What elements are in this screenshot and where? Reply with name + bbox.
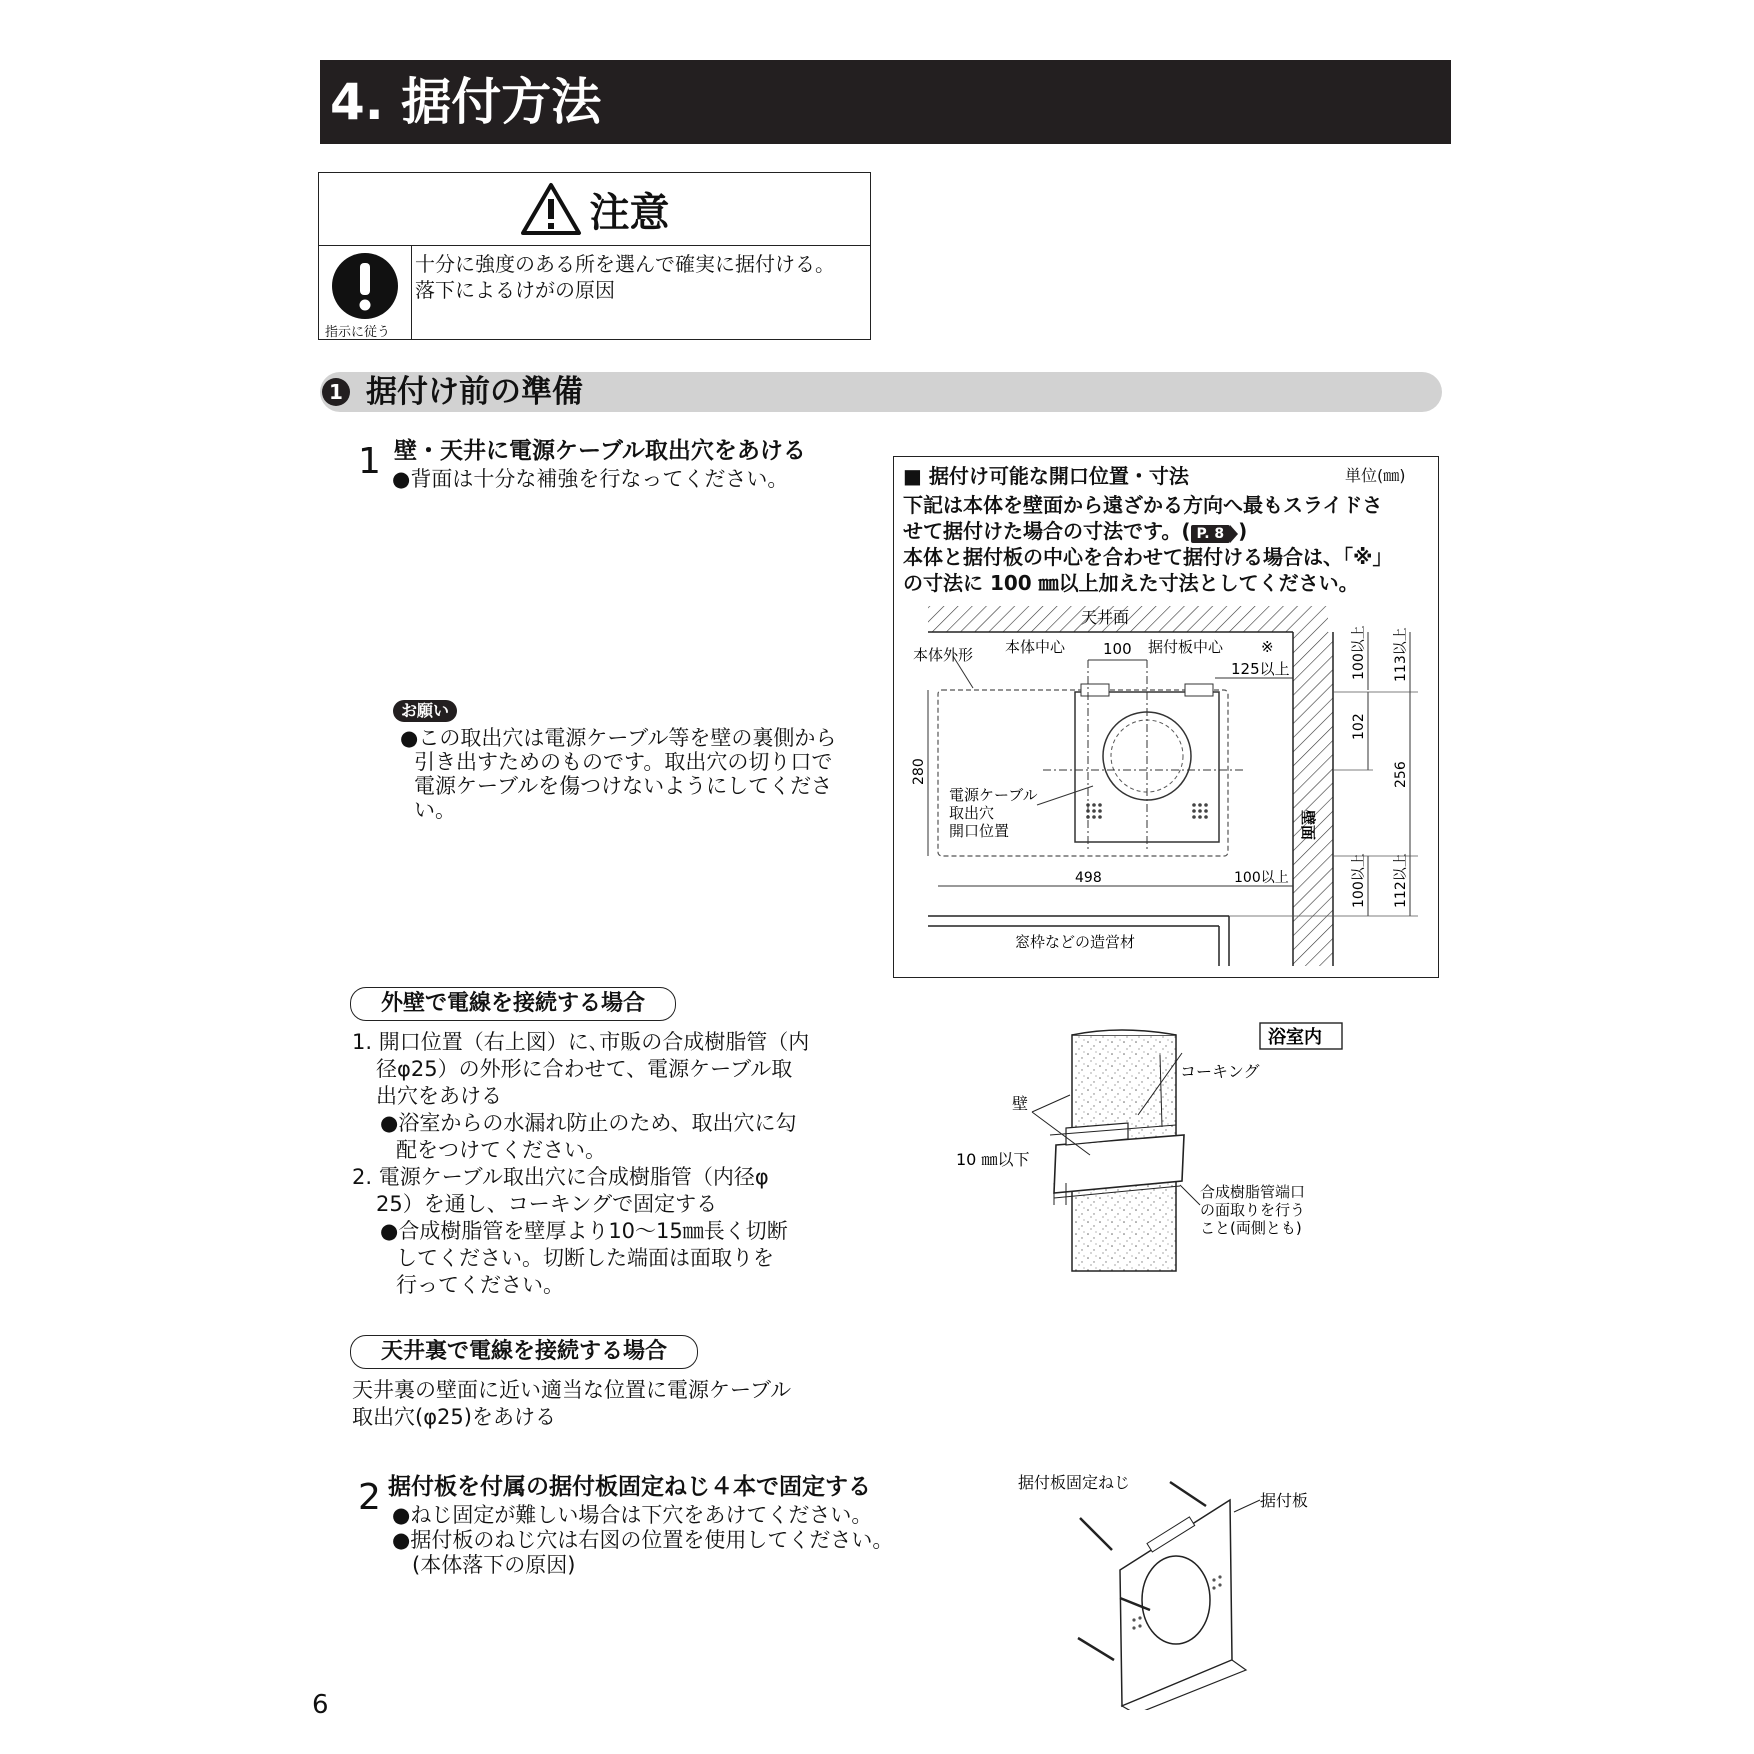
dim-498-label: 498: [1075, 870, 1102, 886]
caution-text: [415, 251, 835, 303]
section-number-badge: 1: [322, 378, 350, 406]
ceiling-line1: 天井裏の壁面に近い適当な位置に電源ケーブル: [352, 1378, 792, 1402]
step2-number: 2: [358, 1477, 381, 1518]
exclamation-circle-icon: [330, 251, 400, 321]
exterior-heading: 外壁で電線を接続する場合: [350, 987, 676, 1021]
onegai-line: 電源ケーブルを傷つけないようにしてくださ: [414, 774, 833, 798]
exterior-line: ●合成樹脂管を壁厚より10～15㎜長く切断: [380, 1219, 788, 1243]
caution-box: [318, 172, 871, 340]
step2-bullet1: ●ねじ固定が難しい場合は下穴をあけてください。: [392, 1503, 873, 1527]
section-title: 据付け前の準備: [366, 374, 583, 410]
caution-heading: 注意: [589, 189, 670, 236]
ceiling-text: [352, 1377, 791, 1431]
exterior-line: ●浴室からの水漏れ防止のため、取出穴に勾: [380, 1111, 797, 1135]
exterior-text: [352, 1029, 809, 1299]
exterior-line: 出穴をあける: [376, 1084, 502, 1108]
onegai-line: ●この取出穴は電源ケーブル等を壁の裏側から: [400, 726, 837, 750]
asterisk-label: ※: [1261, 638, 1274, 656]
dim-102-label: 102: [1351, 713, 1367, 740]
onegai-text: [400, 726, 836, 822]
pipe-note-2: の面取りを行う: [1200, 1201, 1306, 1219]
onegai-line: 引き出すためのものです。取出穴の切り口で: [414, 750, 833, 774]
exterior-line: 2. 電源ケーブル取出穴に合成樹脂管（内径φ: [352, 1165, 769, 1189]
dim-125-label: 125以上: [1231, 660, 1290, 678]
ceiling-label: 天井面: [1081, 608, 1130, 627]
diagram1-title: ■ 据付け可能な開口位置・寸法: [903, 464, 1189, 488]
caution-header: [319, 173, 870, 246]
dim-280-label: 280: [911, 758, 927, 785]
diagram1-desc-line2: [903, 518, 1392, 544]
onegai-line: い。: [414, 798, 456, 822]
step1-number: 1: [358, 441, 381, 482]
caution-icon-label: 指示に従う: [325, 325, 391, 340]
page-number: 6: [312, 1690, 329, 1720]
exterior-line: 径φ25）の外形に合わせて、電源ケーブル取: [376, 1057, 793, 1081]
screw-label: 据付板固定ねじ: [1018, 1473, 1131, 1492]
ceiling-line2: 取出穴(φ25)をあける: [352, 1405, 556, 1429]
dimension-10mm-label: 10 ㎜以下: [956, 1150, 1030, 1169]
exterior-line: 1. 開口位置（右上図）に､市販の合成樹脂管（内: [352, 1030, 810, 1054]
step1-bullet: ●背面は十分な補強を行なってください。: [392, 467, 789, 491]
dim-113-label: 113以上: [1393, 627, 1409, 682]
step2-text: [392, 1503, 893, 1578]
pipe-note-3: こと(両側とも): [1200, 1219, 1302, 1237]
cable-label-3: 開口位置: [949, 822, 1010, 840]
caution-line2: 落下によるけがの原因: [415, 278, 615, 302]
exterior-line: 25）を通し、コーキングで固定する: [376, 1192, 718, 1216]
ceiling-heading: 天井裏で電線を接続する場合: [350, 1335, 698, 1369]
mounting-plate-drawing: [1010, 1470, 1340, 1710]
exterior-line: してください。切断した端面は面取りを: [396, 1246, 774, 1270]
dim-256-label: 256: [1393, 761, 1409, 788]
exterior-line: 行ってください。: [396, 1273, 564, 1297]
exterior-line: 配をつけてください。: [396, 1138, 606, 1162]
step1-title: 壁・天井に電源ケーブル取出穴をあける: [394, 438, 806, 464]
caution-icon-cell: [319, 245, 412, 339]
diagram1-desc-line3: 本体と据付板の中心を合わせて据付ける場合は、「※」: [903, 545, 1393, 569]
caulking-label: コーキング: [1180, 1062, 1260, 1081]
plate-center-label: 据付板中心: [1148, 638, 1224, 656]
step2-title: 据付板を付属の据付板固定ねじ４本で固定する: [388, 1474, 871, 1500]
diagram1-desc-line2a: せて据付けた場合の寸法です。(: [903, 519, 1191, 543]
diagram1-desc-line2b: ): [1238, 519, 1248, 543]
dim-100-label: 100: [1103, 640, 1132, 658]
diagram1-unit: 単位(㎜): [1345, 466, 1406, 485]
wall-label: 壁面: [1299, 810, 1317, 841]
window-frame-label: 窓枠などの造営材: [1015, 933, 1136, 951]
dim-112-label: 112以上: [1393, 853, 1409, 908]
plate-label: 据付板: [1260, 1491, 1309, 1510]
body-outline-label: 本体外形: [913, 646, 974, 664]
diagram1-desc-line1: 下記は本体を壁面から遠ざかる方向へ最もスライドさ: [903, 493, 1383, 517]
step2-bullet2: ●据付板のねじ穴は右図の位置を使用してください。: [392, 1528, 894, 1552]
wall-label: 壁: [1012, 1094, 1029, 1113]
page-title: 4. 据付方法: [320, 60, 1451, 144]
diagram1-desc-line4: の寸法に 100 ㎜以上加えた寸法としてください。: [903, 571, 1359, 595]
wall-pipe-drawing: [930, 1015, 1380, 1275]
diagram1-desc: [903, 492, 1392, 596]
cable-label-1: 電源ケーブル: [949, 786, 1038, 804]
body-center-label: 本体中心: [1005, 638, 1066, 656]
dim-100-top-label: 100以上: [1351, 625, 1367, 680]
step2-note: (本体落下の原因): [412, 1553, 576, 1577]
onegai-badge: お願い: [393, 700, 457, 722]
caution-line1: 十分に強度のある所を選んで確実に据付ける。: [415, 252, 835, 276]
dim-100-right-label: 100以上: [1234, 870, 1289, 886]
pipe-note-1: 合成樹脂管端口: [1200, 1183, 1306, 1201]
cable-label-2: 取出穴: [949, 804, 995, 822]
dim-100-bottom-label: 100以上: [1351, 853, 1367, 908]
warning-triangle-icon: [520, 182, 582, 236]
page-ref-badge: P. 8: [1191, 525, 1231, 543]
bathroom-label: 浴室内: [1268, 1027, 1322, 1048]
opening-dimension-drawing: [893, 600, 1439, 978]
